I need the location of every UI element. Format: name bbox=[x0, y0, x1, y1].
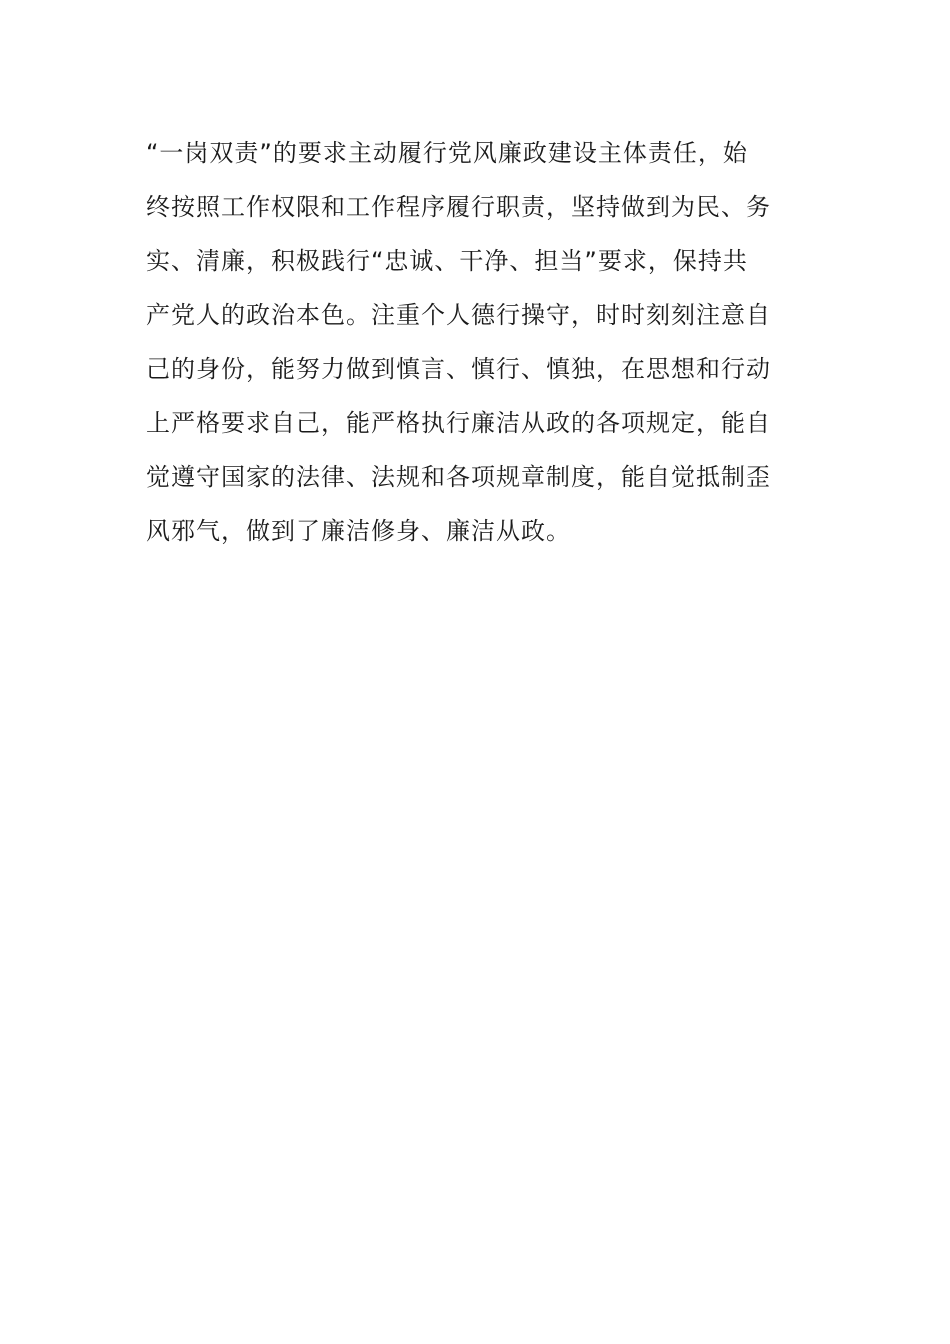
paragraph-line-1: “一岗双责”的要求主动履行党风廉政建设主体责任，始 bbox=[146, 139, 748, 167]
paragraph-line-8: 风邪气，做到了廉洁修身、廉洁从政。 bbox=[146, 517, 571, 545]
paragraph-line-5: 己的身份，能努力做到慎言、慎行、慎独，在思想和行动 bbox=[146, 355, 771, 383]
paragraph-line-3: 实、清廉，积极践行“忠诚、干净、担当”要求，保持共 bbox=[146, 247, 748, 275]
paragraph-line-7: 觉遵守国家的法律、法规和各项规章制度，能自觉抵制歪 bbox=[146, 463, 771, 491]
paragraph-line-2: 终按照工作权限和工作程序履行职责，坚持做到为民、务 bbox=[146, 193, 771, 221]
paragraph-line-4: 产党人的政治本色。注重个人德行操守，时时刻刻注意自 bbox=[146, 301, 771, 329]
body-paragraph bbox=[146, 130, 786, 562]
paragraph-line-6: 上严格要求自己，能严格执行廉洁从政的各项规定，能自 bbox=[146, 409, 771, 437]
